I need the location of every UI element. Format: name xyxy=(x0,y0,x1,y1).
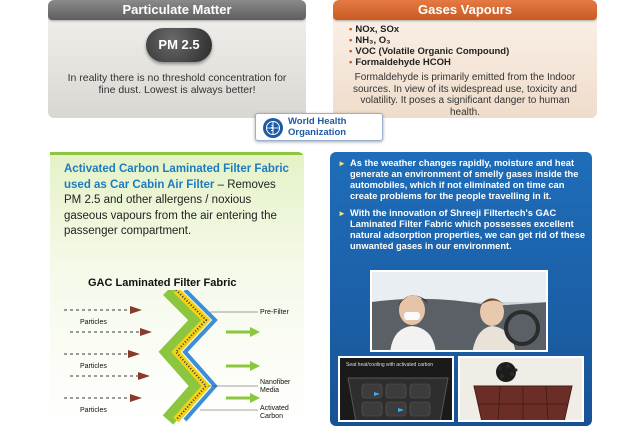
who-emblem-icon xyxy=(262,117,284,139)
gas-item: • Formaldehyde HCOH xyxy=(349,57,509,68)
seat-caption: Seat heat/cooling with activated carbon xyxy=(346,362,433,368)
car-interior-illustration xyxy=(372,272,548,352)
who-name-line1: World Health xyxy=(288,116,347,127)
weather-bullets xyxy=(338,158,586,258)
gases-vapours-title: Gases Vapours xyxy=(333,0,597,20)
gas-item: • VOC (Volatile Organic Compound) xyxy=(349,46,509,57)
activated-carbon-panel xyxy=(50,152,304,426)
gases-vapours-panel xyxy=(333,0,597,118)
pm25-badge: PM 2.5 xyxy=(146,28,212,62)
carbon-seat-illustration xyxy=(460,358,584,422)
gas-item: • NOx, SOx xyxy=(349,24,509,35)
carbon-label: Carbon xyxy=(260,413,283,420)
gases-vapours-text: Formaldehyde is primarily emitted from the Indoor sources. In view of its widespread use, toxicity and volatility. It poses a significant danger to human health. xyxy=(353,72,577,118)
car-interior-photo xyxy=(370,270,548,352)
activated-label: Activated xyxy=(260,405,289,412)
particles-label: Particles xyxy=(80,363,107,370)
carbon-body: – Removes PM 2.5 and other allergens / noxious gaseous vapours from the air entering the passenger compartment. xyxy=(64,178,277,237)
particles-label: Particles xyxy=(80,319,107,326)
carbon-highlight: Activated Carbon Laminated Filter Fabric used as Car Cabin Air Filter xyxy=(64,163,289,191)
clean-air-arrow-heads xyxy=(250,327,260,403)
carbon-description xyxy=(64,162,290,240)
prefilter-label: Pre-Filter xyxy=(260,309,289,316)
fabric-diagram xyxy=(50,290,304,426)
particulate-matter-text: In reality there is no threshold concentration for fine dust. Lowest is always better! xyxy=(67,72,287,96)
nanofiber-media-label: Media xyxy=(260,387,280,394)
seat-cushion-photo xyxy=(338,356,454,422)
weather-bullet: ► As the weather changes rapidly, moisture and heat generate an environment of smelly gases inside the automobiles, which if not eliminated on time can create problems for the people travelling in it. xyxy=(338,158,586,202)
gases-list xyxy=(349,24,509,68)
fabric-diagram-title: GAC Laminated Filter Fabric xyxy=(88,277,237,289)
nanofiber-label: Nanofiber xyxy=(260,379,291,386)
particulate-matter-panel xyxy=(48,0,306,118)
gas-item: • NH₃, O₃ xyxy=(349,35,509,46)
particle-arrow-heads xyxy=(128,306,152,402)
who-name xyxy=(288,117,380,138)
clean-air-arrows xyxy=(226,332,250,398)
carbon-seat-photo xyxy=(458,356,584,422)
who-logo xyxy=(255,113,383,141)
seat-cushion-illustration xyxy=(340,358,454,422)
green-accent-bar xyxy=(50,152,304,155)
who-name-line2: Organization xyxy=(288,126,347,138)
innovation-bullet: ► With the innovation of Shreeji Filtertech's GAC Laminated Filter Fabric which possesses excellent natural adsorption properties, we can get rid of these unwanted gases in our environment. xyxy=(338,208,586,252)
particulate-matter-title: Particulate Matter xyxy=(48,0,306,20)
particles-label: Particles xyxy=(80,407,107,414)
weather-innovation-panel xyxy=(330,152,592,426)
